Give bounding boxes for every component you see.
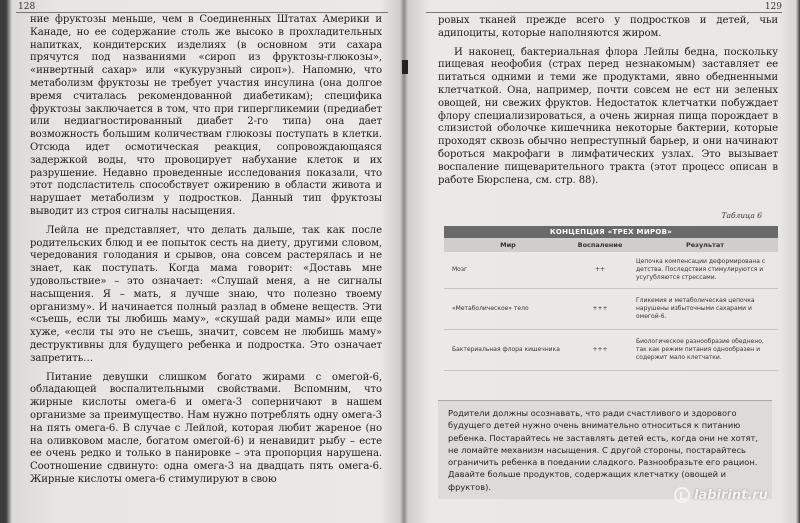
watermark-text: labirint.ru [694, 487, 768, 503]
table-caption: Таблица 6 [721, 211, 762, 220]
three-worlds-table [444, 226, 778, 371]
page-number-right: 129 [764, 2, 782, 12]
cell-world: Мозг [452, 266, 468, 273]
right-body-text [438, 15, 778, 187]
header-result: Результат [686, 241, 724, 249]
paragraph: И наконец, бактериальная флора Лейлы бедна, поскольку пищевая неофобия (страх перед незнакомым) заставляет ее питаться одними и теми же продуктами, явно обедненными клетчаткой. Она, например, почти совсем не ест ни зеленых овощей, ни свежих фруктов. Недостаток клетчатки побуждает флору специализироваться, а очень жирная пища порождает в слизистой оболочке кишечника некоторые бактерии, которые проходят сквозь обычно непреступный барьер, и они начинают бороться макрофаги в лимфатических узлах. Это вызывает воспаление пищеварительного тракта (этот процесс описан в работе Бюрслена, см. стр. 88). [438, 46, 778, 186]
paragraph: ние фруктозы меньше, чем в Соединенных Штатах Америки и Канаде, но ее содержание столь же высоко в прохладительных напитках, кондитерских изделиях (в основном эти сахара прячутся под названиями «сироп из фруктозы-глюкозы», «инвертный сахар» или «кукурузный сироп»). Напомню, что метаболизм фруктозы не требует участия инсулина (она долгое время считалась рекомендованной диабетикам); специфика фруктозы заключается в том, что при гипергликемии (предиабет или недиагностированный диабет 2-го типа) она дает возможность большим количествам глюкозы поступать в клетки. Отсюда идет осмотическая реакция, сопровождающаяся задержкой воды, что провоцирует набухание клеток и их разрушение. Недавно проведенные исследования показали, что этот подсластитель способствует ожирению в области живота и нарушает метаболизм у подростков. Данный тип фруктозы выводит из строя сигналы насыщения. [30, 14, 382, 217]
table-row [444, 330, 778, 371]
cell-result: Гликемия и метаболическая цепочка нарушены избыточными сахарами и омегой-6. [636, 297, 755, 320]
cell-world: Бактериальная флора кишечника [452, 346, 560, 353]
header-rule-right [426, 12, 782, 13]
header-world: Мир [500, 241, 516, 249]
table-row [444, 252, 778, 289]
left-body-text [30, 14, 382, 487]
cell-inflammation: ++ [594, 266, 606, 273]
table-row [444, 289, 778, 330]
table-title: КОНЦЕПЦИЯ «ТРЕХ МИРОВ» [444, 226, 778, 238]
advice-box: Родители должны осознавать, что ради счастливого и здорового будущего детей нужно очень внимательно относиться к питанию ребенка. Постарайтесь не заставлять детей есть, когда они не хотят, не ломайте механизм насыщения. С другой стороны, постарайтесь ограничить ребенка в поедании сладкого. Разнообразьте его рацион. Давайте больше продуктов, содержащих клетчатку (овощей и фруктов). [438, 400, 772, 499]
watermark [674, 484, 794, 506]
page-number-left: 128 [18, 2, 36, 12]
paragraph: ровых тканей прежде всего у подростков и детей, чьи адипоциты, которые наполняются жиром. [438, 15, 778, 39]
cell-result: Цепочка компенсации деформирована с детства. Последствия стимулируются и усугубляются стрессами. [636, 258, 766, 281]
table-header-row [444, 238, 778, 252]
header-inflammation: Воспаление [577, 241, 623, 249]
labirint-logo-icon [674, 487, 690, 503]
cell-inflammation: +++ [592, 346, 608, 353]
paragraph: Лейла не представляет, что делать дальше, так как после родительских блюд и ее попыток сесть на диету, другими словом, чередования голодания и срывов, она совсем растерялась и не знает, как поступать. Когда мама говорит: «Доставь мне удовольствие» – это означает: «Слушай меня, а не сигналы насыщения. Я – мать, я лучше знаю, что полезно твоему организму». И начинается полный разлад в обмене веществ. Эти «съешь, если ты любишь маму», «скушай ради мамы» или еще хуже, «если ты это не съешь, значит, совсем не любишь маму» деструктивны для будущего ребенка и подростка. Это означает запретить… [30, 224, 382, 364]
cell-world: «Метаболическое» тело [452, 305, 529, 312]
cell-inflammation: +++ [592, 305, 608, 312]
paragraph: Питание девушки слишком богато жирами с омегой-6, обладающей воспалительными свойствами. Вспомним, что жирные кислоты омега-6 и омега-3 соперничают в нашем организме за преимущество. Нам нужно потреблять одну омега-3 на пять омега-6. В случае с Лейлой, которая любит жареное (но на оливковом масле, богатом омегой-6) и ненавидит рыбу – есте ее очень редко и только в панировке – эта пропорция нарушена. Соотношение сдвинуто: одна омега-3 на двадцать пять омега-6. Жирные кислоты омега-6 стимулируют в свою [30, 371, 382, 485]
left-page [10, 0, 398, 523]
cell-result: Биологическое разнообразие обеднено, так как режим питания однообразен и содержит мало клетчатки. [636, 338, 764, 361]
right-page [408, 0, 794, 523]
header-rule-left [16, 12, 388, 13]
